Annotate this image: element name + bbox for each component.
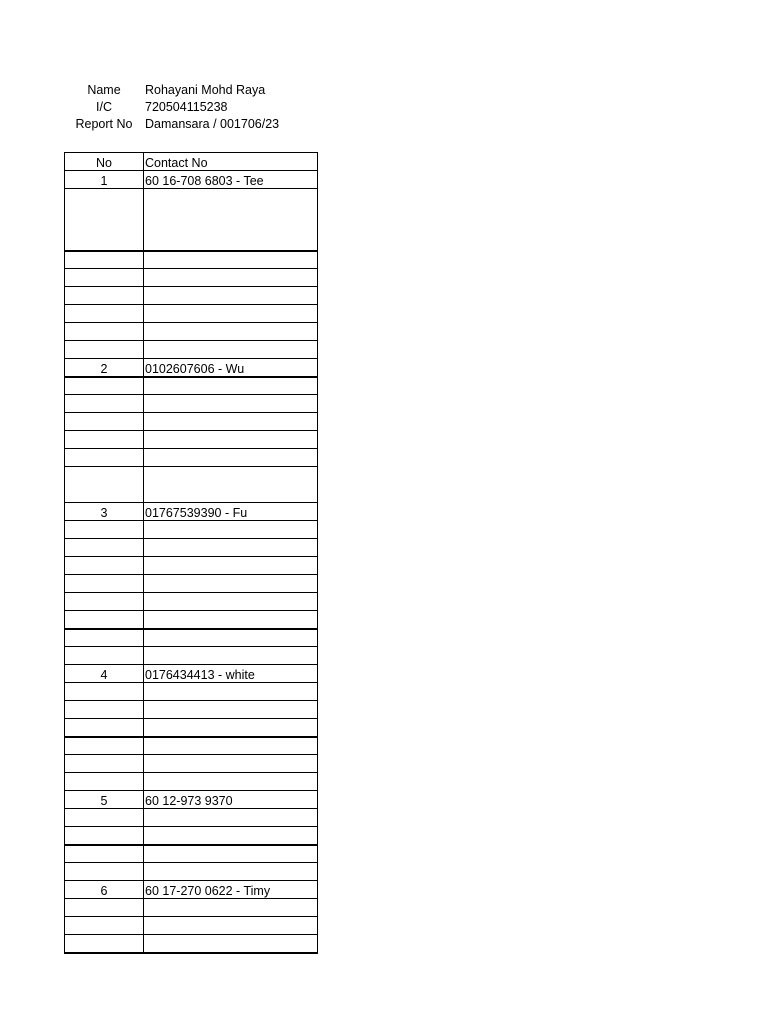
cell-contact: 01767539390 - Fu bbox=[144, 503, 318, 521]
report-label: Report No bbox=[75, 117, 133, 131]
table-row bbox=[65, 287, 318, 305]
table-row bbox=[65, 647, 318, 665]
cell-no bbox=[65, 701, 144, 719]
table-row bbox=[65, 809, 318, 827]
cell-contact bbox=[144, 773, 318, 791]
table-row bbox=[65, 539, 318, 557]
cell-no bbox=[65, 341, 144, 359]
table-row bbox=[65, 449, 318, 467]
cell-no bbox=[65, 189, 144, 251]
column-header-no: No bbox=[65, 153, 144, 171]
table-row bbox=[65, 611, 318, 629]
table-row bbox=[65, 305, 318, 323]
table-row bbox=[65, 377, 318, 395]
cell-no bbox=[65, 899, 144, 917]
table-row bbox=[65, 341, 318, 359]
table-row bbox=[65, 935, 318, 953]
cell-no bbox=[65, 809, 144, 827]
cell-no bbox=[65, 395, 144, 413]
ic-label: I/C bbox=[96, 100, 112, 114]
cell-contact: 0102607606 - Wu bbox=[144, 359, 318, 377]
cell-no: 4 bbox=[65, 665, 144, 683]
cell-no bbox=[65, 845, 144, 863]
table-row bbox=[65, 189, 318, 251]
cell-no bbox=[65, 683, 144, 701]
table-row bbox=[65, 413, 318, 431]
table-row bbox=[65, 171, 318, 189]
cell-contact bbox=[144, 809, 318, 827]
cell-contact bbox=[144, 647, 318, 665]
cell-contact bbox=[144, 737, 318, 755]
cell-no bbox=[65, 377, 144, 395]
cell-no bbox=[65, 323, 144, 341]
cell-no: 5 bbox=[65, 791, 144, 809]
cell-contact bbox=[144, 449, 318, 467]
cell-contact bbox=[144, 305, 318, 323]
cell-contact bbox=[144, 467, 318, 503]
cell-no: 1 bbox=[65, 171, 144, 189]
cell-contact bbox=[144, 863, 318, 881]
name-value: Rohayani Mohd Raya bbox=[145, 83, 266, 97]
cell-contact bbox=[144, 827, 318, 845]
cell-contact bbox=[144, 395, 318, 413]
cell-contact: 60 17-270 0622 - Timy bbox=[144, 881, 318, 899]
table-row bbox=[65, 467, 318, 503]
name-label: Name bbox=[87, 83, 121, 97]
ic-value: 720504115238 bbox=[145, 100, 228, 114]
cell-contact bbox=[144, 521, 318, 539]
cell-contact bbox=[144, 377, 318, 395]
table-row bbox=[65, 269, 318, 287]
cell-contact: 0176434413 - white bbox=[144, 665, 318, 683]
cell-no bbox=[65, 917, 144, 935]
cell-no bbox=[65, 611, 144, 629]
cell-contact bbox=[144, 413, 318, 431]
table-row bbox=[65, 791, 318, 809]
table-row bbox=[65, 737, 318, 755]
cell-no bbox=[65, 629, 144, 647]
table-row bbox=[65, 719, 318, 737]
table-header-row bbox=[65, 153, 318, 171]
cell-no bbox=[65, 413, 144, 431]
cell-contact bbox=[144, 557, 318, 575]
cell-no bbox=[65, 593, 144, 611]
table-row bbox=[65, 359, 318, 377]
cell-contact bbox=[144, 251, 318, 269]
cell-contact bbox=[144, 341, 318, 359]
table-row bbox=[65, 323, 318, 341]
cell-contact bbox=[144, 287, 318, 305]
cell-no bbox=[65, 467, 144, 503]
cell-no bbox=[65, 863, 144, 881]
table-row bbox=[65, 899, 318, 917]
cell-no bbox=[65, 251, 144, 269]
table-row bbox=[65, 773, 318, 791]
cell-no: 3 bbox=[65, 503, 144, 521]
table-row bbox=[65, 521, 318, 539]
table-row bbox=[65, 917, 318, 935]
table-row bbox=[65, 827, 318, 845]
table-row bbox=[65, 251, 318, 269]
cell-no: 6 bbox=[65, 881, 144, 899]
cell-no bbox=[65, 305, 144, 323]
table-row bbox=[65, 755, 318, 773]
table-row bbox=[65, 629, 318, 647]
cell-contact bbox=[144, 629, 318, 647]
table-row bbox=[65, 665, 318, 683]
table-row bbox=[65, 863, 318, 881]
cell-contact bbox=[144, 431, 318, 449]
cell-contact bbox=[144, 845, 318, 863]
table-row bbox=[65, 503, 318, 521]
cell-contact bbox=[144, 593, 318, 611]
cell-no bbox=[65, 539, 144, 557]
table-row bbox=[65, 431, 318, 449]
cell-contact bbox=[144, 899, 318, 917]
cell-no bbox=[65, 647, 144, 665]
table-row bbox=[65, 575, 318, 593]
cell-contact bbox=[144, 917, 318, 935]
cell-no bbox=[65, 575, 144, 593]
cell-contact: 60 12-973 9370 bbox=[144, 791, 318, 809]
table-row bbox=[65, 701, 318, 719]
cell-no bbox=[65, 269, 144, 287]
column-header-contact: Contact No bbox=[144, 153, 318, 171]
cell-contact bbox=[144, 683, 318, 701]
table-row bbox=[65, 845, 318, 863]
contact-table bbox=[64, 152, 318, 954]
cell-no bbox=[65, 521, 144, 539]
cell-contact bbox=[144, 755, 318, 773]
cell-no bbox=[65, 827, 144, 845]
cell-no bbox=[65, 935, 144, 953]
table-row bbox=[65, 593, 318, 611]
table-row bbox=[65, 395, 318, 413]
table-row bbox=[65, 881, 318, 899]
cell-contact bbox=[144, 575, 318, 593]
cell-no bbox=[65, 557, 144, 575]
table-row bbox=[65, 683, 318, 701]
cell-no bbox=[65, 449, 144, 467]
cell-no bbox=[65, 737, 144, 755]
cell-contact bbox=[144, 539, 318, 557]
cell-contact bbox=[144, 323, 318, 341]
cell-no bbox=[65, 719, 144, 737]
cell-contact bbox=[144, 935, 318, 953]
cell-contact bbox=[144, 719, 318, 737]
cell-no: 2 bbox=[65, 359, 144, 377]
cell-contact: 60 16-708 6803 - Tee bbox=[144, 171, 318, 189]
cell-no bbox=[65, 431, 144, 449]
cell-contact bbox=[144, 701, 318, 719]
table-row bbox=[65, 557, 318, 575]
cell-contact bbox=[144, 611, 318, 629]
cell-contact bbox=[144, 269, 318, 287]
report-value: Damansara / 001706/23 bbox=[145, 117, 280, 131]
cell-contact bbox=[144, 189, 318, 251]
cell-no bbox=[65, 755, 144, 773]
cell-no bbox=[65, 773, 144, 791]
cell-no bbox=[65, 287, 144, 305]
